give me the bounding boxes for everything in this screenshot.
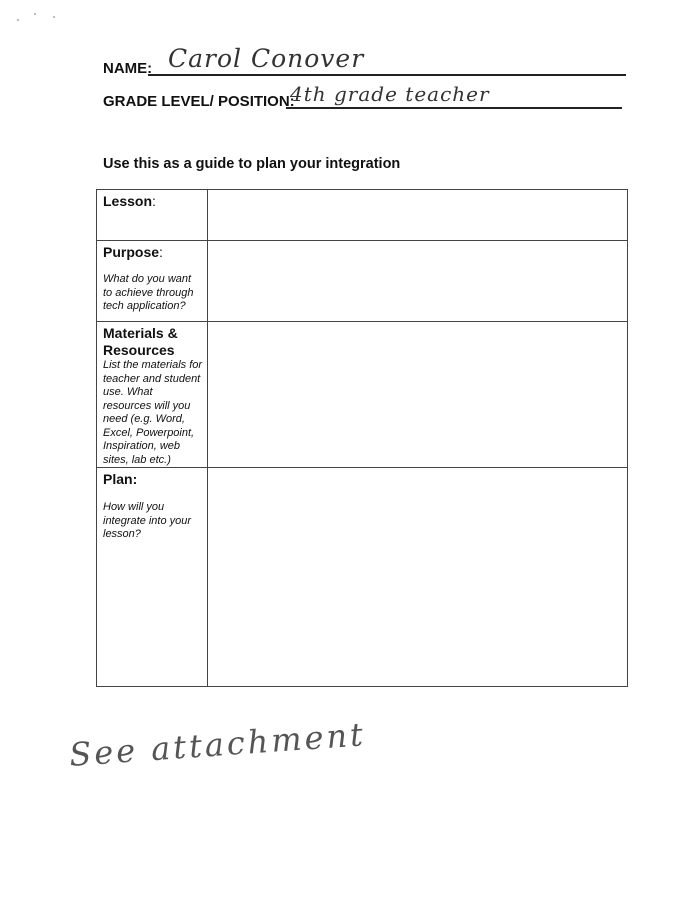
plan-row bbox=[97, 468, 628, 687]
purpose-title: Purpose: bbox=[103, 244, 163, 260]
lesson-label-cell bbox=[97, 190, 208, 241]
name-underline bbox=[148, 74, 626, 76]
purpose-label-cell bbox=[97, 241, 208, 322]
purpose-row bbox=[97, 241, 628, 322]
purpose-input-cell[interactable] bbox=[208, 241, 628, 322]
plan-note: How will you integrate into your lesson? bbox=[103, 501, 192, 540]
scan-speck bbox=[17, 19, 19, 21]
lesson-input-cell[interactable] bbox=[208, 190, 628, 241]
scan-speck bbox=[34, 13, 36, 15]
materials-note: List the materials for teacher and student use. What resources will you need (e.g. Word, Excel, Powerpoint, Inspiration, web sites, lab etc.) bbox=[103, 359, 203, 466]
grade-level-label: GRADE LEVEL/ POSITION: bbox=[103, 93, 295, 110]
materials-input-cell[interactable] bbox=[208, 322, 628, 468]
name-label: NAME: bbox=[103, 60, 153, 77]
grade-level-handwriting[interactable]: 4th grade teacher bbox=[290, 82, 490, 106]
scan-speck bbox=[53, 16, 55, 18]
plan-label-cell bbox=[97, 468, 208, 687]
purpose-note: What do you want to achieve through tech application? bbox=[103, 273, 194, 312]
materials-label-cell bbox=[97, 322, 208, 468]
plan-input-cell[interactable] bbox=[208, 468, 628, 687]
name-handwriting[interactable]: Carol Conover bbox=[168, 44, 365, 73]
materials-title: Materials & Resources bbox=[103, 325, 178, 358]
see-attachment-handwriting: See attachment bbox=[68, 715, 368, 774]
plan-title: Plan: bbox=[103, 471, 138, 487]
grade-level-underline bbox=[286, 107, 622, 109]
materials-row bbox=[97, 322, 628, 468]
guide-heading: Use this as a guide to plan your integration bbox=[103, 156, 401, 172]
integration-plan-table bbox=[96, 189, 628, 687]
lesson-row bbox=[97, 190, 628, 241]
lesson-title: Lesson: bbox=[103, 193, 156, 209]
